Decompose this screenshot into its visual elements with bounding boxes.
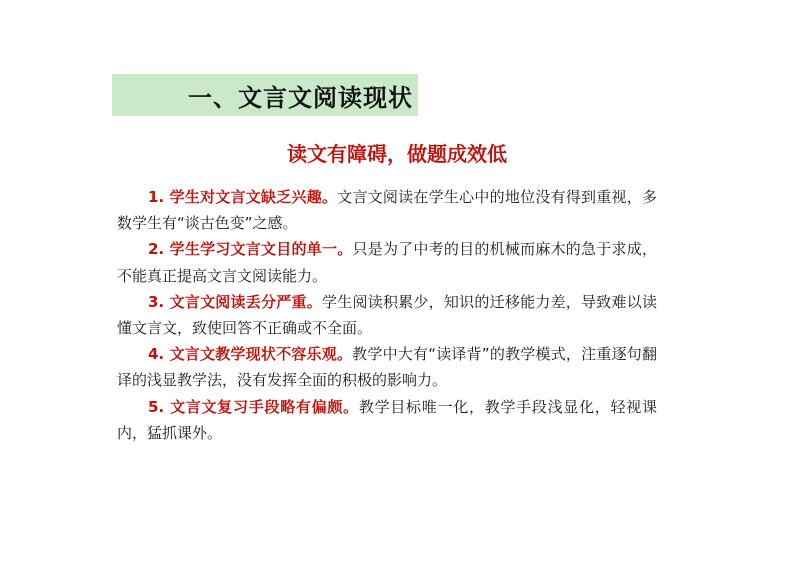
subtitle: 读文有障碍，做题成效低 [287,142,507,166]
item-text: 只是为了中考的目的机械而麻木的急于求成，不能真正提高文言文阅读能力。 [117,240,657,285]
item-heading: 3. 文言文阅读丢分严重。 [148,292,322,311]
item-heading: 2. 学生学习文言文目的单一。 [148,240,353,259]
item-heading: 4. 文言文教学现状不容乐观。 [148,345,353,364]
page-title: 一、文言文阅读现状 [188,83,413,112]
list-item [117,289,657,341]
list-item [117,341,657,393]
list-item [117,184,657,236]
item-heading: 1. 学生对文言文缺乏兴趣。 [148,188,338,206]
item-text: 文言文阅读在学生心中的地位没有得到重视，多数学生有“谈古色变”之感。 [117,188,657,233]
content-list [117,184,657,446]
list-item [117,394,657,446]
item-text: 教学中大有“读译背”的教学模式，注重逐句翻译的浅显教学法，没有发挥全面的积极的影响力。 [117,345,657,390]
title-banner [112,74,418,116]
item-text: 教学目标唯一化，教学手段浅显化，轻视课内，猛抓课外。 [117,397,657,442]
list-item [117,236,657,288]
item-heading: 5. 文言文复习手段略有偏颇。 [148,397,359,416]
item-text: 学生阅读积累少，知识的迁移能力差，导致难以读懂文言文，致使回答不正确或不全面。 [117,292,657,338]
